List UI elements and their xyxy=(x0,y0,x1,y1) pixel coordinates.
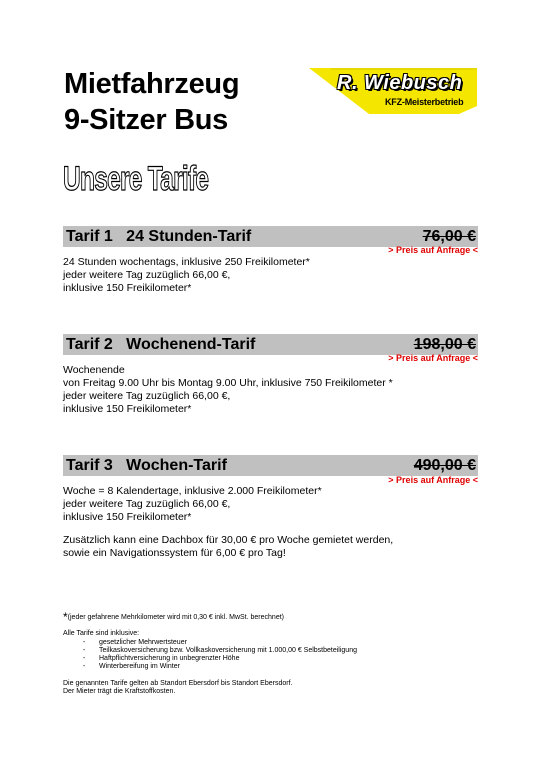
list-item: - Haftpflichtversicherung in unbegrenzter Höhe xyxy=(83,655,357,663)
tarif-3-bar xyxy=(63,455,478,476)
tarif-1-description xyxy=(63,256,310,295)
list-item: - Winterbereifung im Winter xyxy=(83,663,357,671)
company-logo xyxy=(309,66,481,116)
extra-line-1: Zusätzlich kann eine Dachbox für 30,00 € pro Woche gemietet werden, xyxy=(63,534,394,546)
tarif-1-bar xyxy=(63,226,478,247)
footnote xyxy=(63,610,284,624)
title-line-1: Mietfahrzeug xyxy=(64,68,240,100)
notes-line-2: Der Mieter trägt die Kraftstoffkosten. xyxy=(63,688,176,695)
tarif-2-name: Tarif 2 Wochenend-Tarif xyxy=(66,336,256,353)
extra-options xyxy=(63,534,393,560)
title-line-2: 9-Sitzer Bus xyxy=(64,104,228,136)
notes xyxy=(63,680,292,696)
tarif-3-anfrage: > Preis auf Anfrage < xyxy=(388,475,478,485)
tarif-1-name: Tarif 1 24 Stunden-Tarif xyxy=(66,228,252,245)
tarif-2-line: inklusive 150 Freikilometer* xyxy=(63,403,192,415)
logo-subtitle: KFZ-Meisterbetrieb xyxy=(385,97,464,107)
tarif-1-anfrage: > Preis auf Anfrage < xyxy=(388,245,478,255)
tarif-2-bar xyxy=(63,334,478,355)
footnote-text: (jeder gefahrene Mehrkilometer wird mit 0,30 € inkl. MwSt. berechnet) xyxy=(67,614,284,621)
tarif-3-line: jeder weitere Tag zuzüglich 66,00 €, xyxy=(63,498,231,510)
tarif-2-description xyxy=(63,364,393,416)
tarif-2-anfrage: > Preis auf Anfrage < xyxy=(388,353,478,363)
extra-line-2: sowie ein Navigationssystem für 6,00 € pro Tag! xyxy=(63,547,286,559)
list-item: - gesetzlicher Mehrwertsteuer xyxy=(83,639,357,647)
inclusive-heading: Alle Tarife sind inklusive: xyxy=(63,630,140,637)
tarif-1-line: 24 Stunden wochentags, inklusive 250 Freikilometer* xyxy=(63,256,310,268)
tarif-1-line: inklusive 150 Freikilometer* xyxy=(63,282,192,294)
notes-line-1: Die genannten Tarife gelten ab Standort Ebersdorf bis Standort Ebersdorf. xyxy=(63,680,293,687)
logo-name: R. Wiebusch xyxy=(337,72,463,94)
inclusive-list xyxy=(83,639,357,671)
footnote-star: * xyxy=(63,610,68,624)
tarif-1-line: jeder weitere Tag zuzüglich 66,00 €, xyxy=(63,269,231,281)
tarif-2-line: jeder weitere Tag zuzüglich 66,00 €, xyxy=(63,390,231,402)
tarif-1-price: 76,00 € xyxy=(422,228,476,245)
tarif-3-description xyxy=(63,485,322,524)
tarif-2-price: 198,00 € xyxy=(413,336,476,353)
tarif-3-line: inklusive 150 Freikilometer* xyxy=(63,511,192,523)
tarif-3-name: Tarif 3 Wochen-Tarif xyxy=(66,457,227,474)
tarif-3-price: 490,00 € xyxy=(413,457,476,474)
tarif-2-line: von Freitag 9.00 Uhr bis Montag 9.00 Uhr, inklusive 750 Freikilometer * xyxy=(63,377,393,389)
section-title: Unsere Tarife xyxy=(63,160,209,198)
list-item: - Teilkaskoversicherung bzw. Vollkaskoversicherung mit 1.000,00 € Selbstbeteiligung xyxy=(83,647,357,655)
tarif-3-line: Woche = 8 Kalendertage, inklusive 2.000 Freikilometer* xyxy=(63,485,322,497)
page-title xyxy=(64,66,239,138)
tarif-2-line: Wochenende xyxy=(63,364,125,376)
